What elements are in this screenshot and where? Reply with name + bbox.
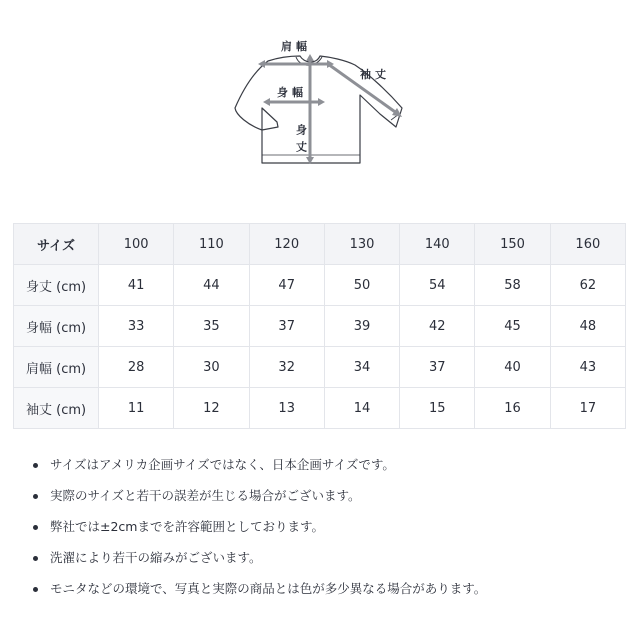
body-width-arrow-head-right	[318, 98, 325, 106]
size-table	[13, 223, 626, 429]
table-cell: 28	[99, 347, 174, 388]
table-cell: 39	[324, 306, 399, 347]
table-cell: 62	[550, 265, 625, 306]
table-cell: 30	[174, 347, 249, 388]
table-cell: 40	[475, 347, 550, 388]
size-header-label: サイズ	[14, 224, 99, 265]
table-cell: 15	[400, 388, 475, 429]
table-cell: 32	[249, 347, 324, 388]
table-cell: 37	[400, 347, 475, 388]
table-cell: 58	[475, 265, 550, 306]
table-cell: 50	[324, 265, 399, 306]
size-header-cell: 150	[475, 224, 550, 265]
notes-list	[30, 455, 486, 610]
body-width-arrow-head-left	[263, 98, 270, 106]
table-cell: 47	[249, 265, 324, 306]
table-cell: 14	[324, 388, 399, 429]
size-header-cell: 160	[550, 224, 625, 265]
table-cell: 33	[99, 306, 174, 347]
note-item: 弊社では±2cmまでを許容範囲としております。	[30, 517, 486, 548]
table-cell: 45	[475, 306, 550, 347]
size-header-row	[14, 224, 626, 265]
size-header-cell: 100	[99, 224, 174, 265]
body-length-label: 身丈	[294, 124, 308, 158]
size-header-cell: 130	[324, 224, 399, 265]
sleeve-label: 袖丈	[360, 68, 390, 81]
row-label: 肩幅 (cm)	[14, 347, 99, 388]
body-length-arrow-head-top	[306, 54, 314, 61]
row-label: 身丈 (cm)	[14, 265, 99, 306]
note-item: モニタなどの環境で、写真と実際の商品とは色が多少異なる場合があります。	[30, 579, 486, 610]
table-cell: 48	[550, 306, 625, 347]
table-row	[14, 347, 626, 388]
body-width-label: 身幅	[277, 86, 307, 99]
table-row	[14, 388, 626, 429]
note-item: 洗濯により若干の縮みがございます。	[30, 548, 486, 579]
table-cell: 41	[99, 265, 174, 306]
table-cell: 11	[99, 388, 174, 429]
table-cell: 42	[400, 306, 475, 347]
table-cell: 13	[249, 388, 324, 429]
table-cell: 17	[550, 388, 625, 429]
table-cell: 54	[400, 265, 475, 306]
table-cell: 37	[249, 306, 324, 347]
table-cell: 34	[324, 347, 399, 388]
note-item: 実際のサイズと若干の誤差が生じる場合がございます。	[30, 486, 486, 517]
size-header-cell: 110	[174, 224, 249, 265]
shoulder-label: 肩幅	[281, 40, 311, 53]
row-label: 身幅 (cm)	[14, 306, 99, 347]
size-header-cell: 120	[249, 224, 324, 265]
table-cell: 16	[475, 388, 550, 429]
shirt-diagram	[220, 30, 420, 175]
table-row	[14, 265, 626, 306]
row-label: 袖丈 (cm)	[14, 388, 99, 429]
size-header-cell: 140	[400, 224, 475, 265]
note-item: サイズはアメリカ企画サイズではなく、日本企画サイズです。	[30, 455, 486, 486]
measurement-diagram	[220, 30, 420, 175]
table-row	[14, 306, 626, 347]
table-cell: 43	[550, 347, 625, 388]
table-cell: 12	[174, 388, 249, 429]
table-cell: 44	[174, 265, 249, 306]
table-cell: 35	[174, 306, 249, 347]
